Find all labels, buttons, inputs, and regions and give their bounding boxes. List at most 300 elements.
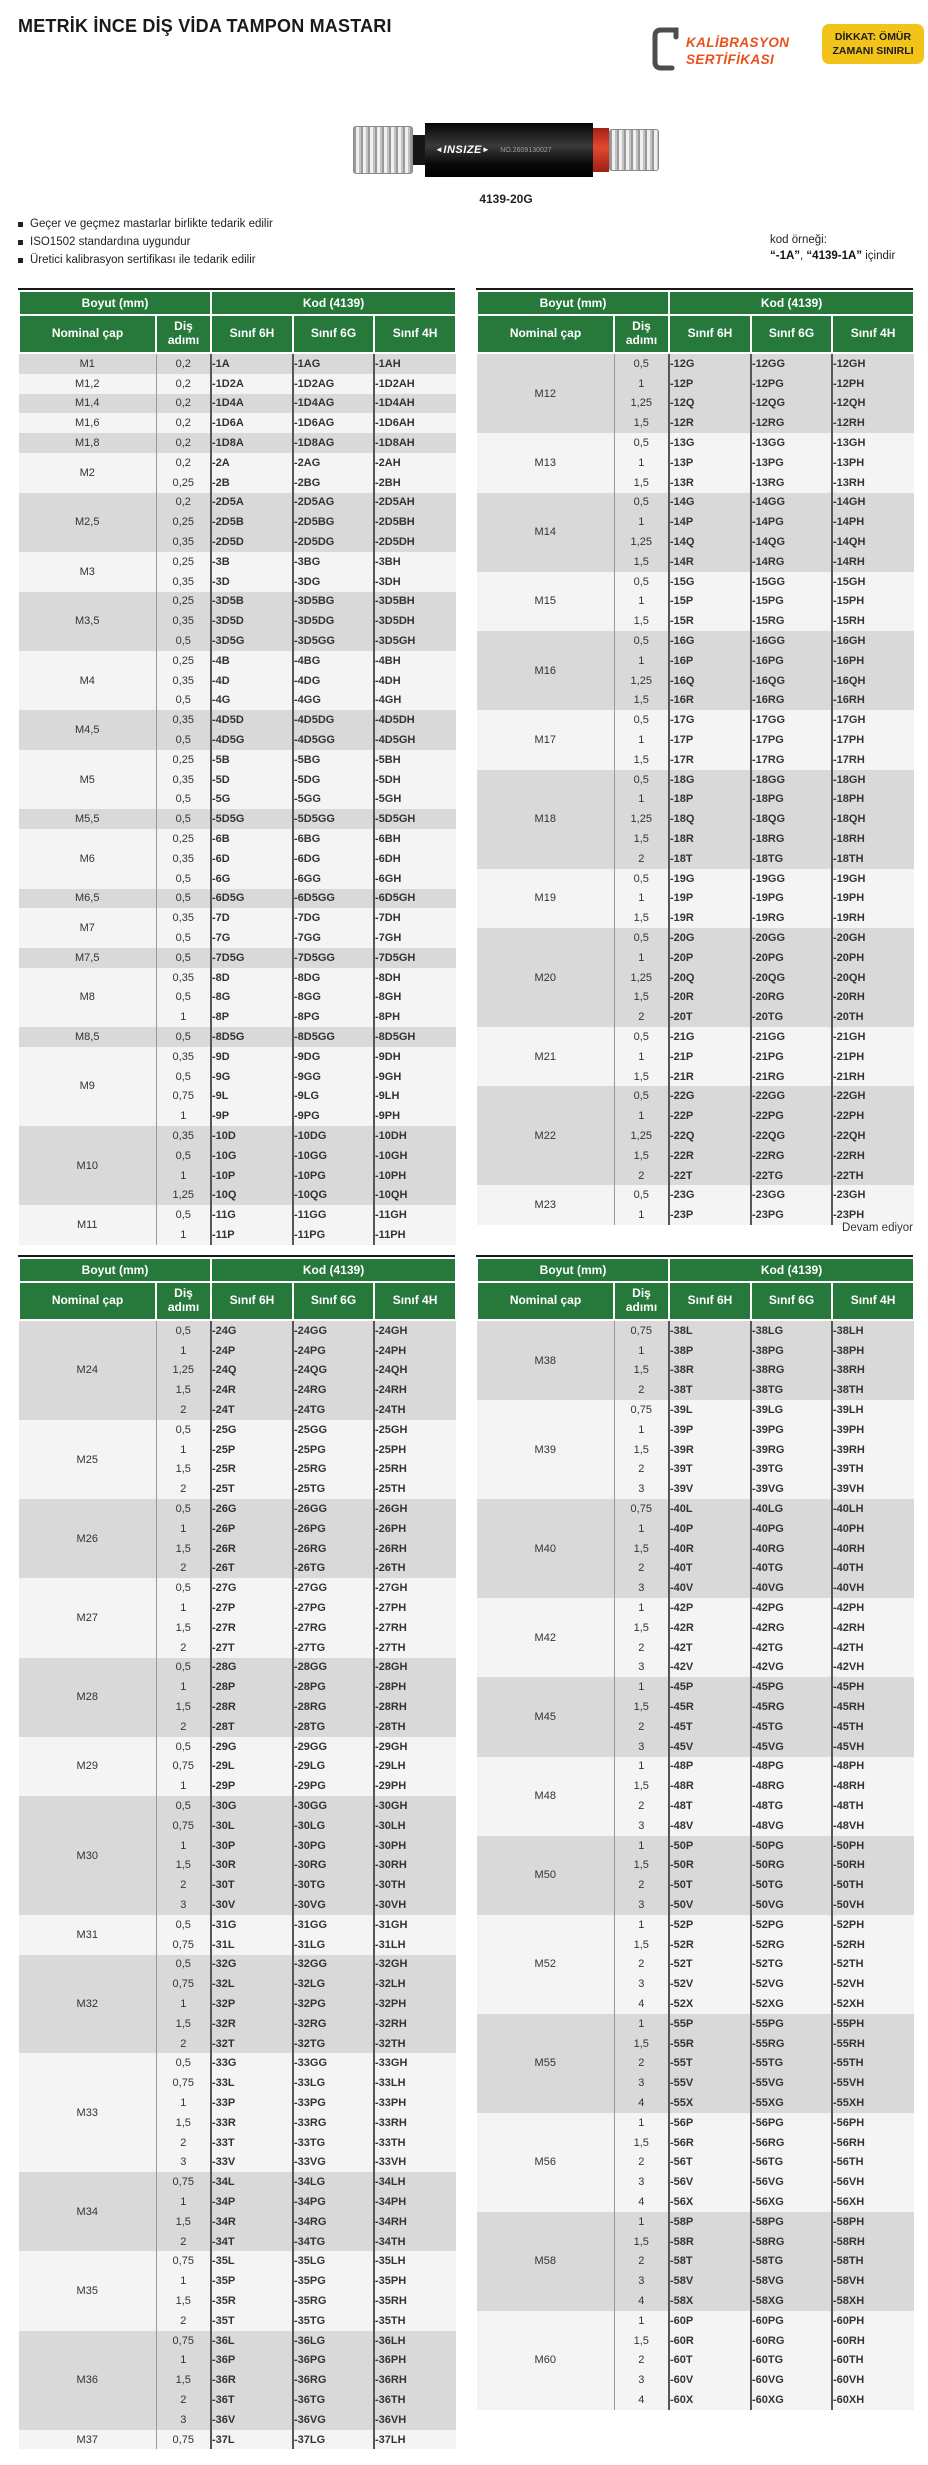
code-6h-cell: -9G bbox=[211, 1067, 293, 1087]
pitch-cell: 0,25 bbox=[156, 592, 211, 612]
code-6g-cell: -36RG bbox=[293, 2370, 374, 2390]
pitch-cell: 1,25 bbox=[614, 1126, 669, 1146]
pitch-cell: 0,25 bbox=[156, 552, 211, 572]
code-6h-cell: -39T bbox=[669, 1460, 751, 1480]
code-6g-cell: -58XG bbox=[751, 2291, 832, 2311]
code-6g-cell: -28RG bbox=[293, 1697, 374, 1717]
square-bullet-icon bbox=[18, 222, 23, 227]
code-6h-cell: -1D6A bbox=[211, 413, 293, 433]
column-header-sinif-6h: Sınıf 6H bbox=[211, 1282, 293, 1320]
code-4h-cell: -55VH bbox=[832, 2073, 914, 2093]
code-6g-cell: -56TG bbox=[751, 2152, 832, 2172]
code-4h-cell: -22TH bbox=[832, 1166, 914, 1186]
code-4h-cell: -5D5GH bbox=[374, 809, 456, 829]
pitch-cell: 1 bbox=[614, 2113, 669, 2133]
code-6h-cell: -20G bbox=[669, 928, 751, 948]
code-6g-cell: -18TG bbox=[751, 849, 832, 869]
table-row bbox=[477, 710, 914, 730]
code-4h-cell: -33RH bbox=[374, 2113, 456, 2133]
code-6h-cell: -37L bbox=[211, 2430, 293, 2450]
code-6h-cell: -48P bbox=[669, 1757, 751, 1777]
code-6g-cell: -5GG bbox=[293, 790, 374, 810]
code-6h-cell: -12P bbox=[669, 374, 751, 394]
code-4h-cell: -58PH bbox=[832, 2212, 914, 2232]
code-6g-cell: -20GG bbox=[751, 928, 832, 948]
code-6g-cell: -40VG bbox=[751, 1578, 832, 1598]
code-6h-cell: -38T bbox=[669, 1380, 751, 1400]
pitch-cell: 1,5 bbox=[614, 473, 669, 493]
code-6h-cell: -3D bbox=[211, 572, 293, 592]
column-group-header-boyut: Boyut (mm) bbox=[19, 1258, 211, 1282]
pitch-cell: 1,5 bbox=[614, 1361, 669, 1381]
code-6h-cell: -32R bbox=[211, 2014, 293, 2034]
code-6h-cell: -26P bbox=[211, 1519, 293, 1539]
code-4h-cell: -36VH bbox=[374, 2410, 456, 2430]
pitch-cell: 1 bbox=[156, 1836, 211, 1856]
column-group-header-boyut: Boyut (mm) bbox=[19, 291, 211, 315]
pitch-cell: 1,5 bbox=[156, 1539, 211, 1559]
code-example-sep: , bbox=[800, 250, 807, 262]
pitch-cell: 1 bbox=[156, 1677, 211, 1697]
code-6h-cell: -52T bbox=[669, 1955, 751, 1975]
serial-number: NO.2609130027 bbox=[500, 146, 552, 154]
pitch-cell: 0,5 bbox=[156, 869, 211, 889]
nominal-size-cell: M7,5 bbox=[19, 948, 156, 968]
pitch-cell: 3 bbox=[614, 2271, 669, 2291]
code-6g-cell: -12PG bbox=[751, 374, 832, 394]
code-6g-cell: -29LG bbox=[293, 1757, 374, 1777]
code-6h-cell: -24P bbox=[211, 1341, 293, 1361]
code-6h-cell: -60X bbox=[669, 2390, 751, 2410]
code-6g-cell: -36PG bbox=[293, 2350, 374, 2370]
code-6g-cell: -30TG bbox=[293, 1875, 374, 1895]
code-6h-cell: -48V bbox=[669, 1816, 751, 1836]
code-6h-cell: -56V bbox=[669, 2172, 751, 2192]
pitch-cell: 0,35 bbox=[156, 849, 211, 869]
code-6g-cell: -9DG bbox=[293, 1047, 374, 1067]
limited-lifetime-warning-badge bbox=[822, 24, 924, 64]
code-6g-cell: -18QG bbox=[751, 809, 832, 829]
column-group-header-boyut: Boyut (mm) bbox=[477, 1258, 669, 1282]
code-4h-cell: -11GH bbox=[374, 1205, 456, 1225]
code-6g-cell: -12GG bbox=[751, 353, 832, 374]
code-6h-cell: -2D5A bbox=[211, 493, 293, 513]
code-6g-cell: -14PG bbox=[751, 512, 832, 532]
pitch-cell: 3 bbox=[156, 2152, 211, 2172]
pitch-cell: 1,5 bbox=[614, 1776, 669, 1796]
code-6g-cell: -2AG bbox=[293, 453, 374, 473]
code-6g-cell: -1AG bbox=[293, 353, 374, 374]
nominal-size-cell: M10 bbox=[19, 1126, 156, 1205]
code-4h-cell: -33TH bbox=[374, 2133, 456, 2153]
code-6h-cell: -5B bbox=[211, 750, 293, 770]
code-6h-cell: -50P bbox=[669, 1836, 751, 1856]
code-6h-cell: -13R bbox=[669, 473, 751, 493]
code-6h-cell: -32T bbox=[211, 2034, 293, 2054]
code-6g-cell: -10DG bbox=[293, 1126, 374, 1146]
code-6h-cell: -24R bbox=[211, 1380, 293, 1400]
pitch-cell: 1,5 bbox=[156, 2113, 211, 2133]
pitch-cell: 1,5 bbox=[156, 2212, 211, 2232]
table-row bbox=[19, 1027, 456, 1047]
pitch-cell: 1,25 bbox=[156, 1361, 211, 1381]
code-6g-cell: -19RG bbox=[751, 908, 832, 928]
code-4h-cell: -25RH bbox=[374, 1460, 456, 1480]
column-header-nominal-cap: Nominal çap bbox=[477, 1282, 614, 1320]
pitch-cell: 1 bbox=[614, 1106, 669, 1126]
code-6g-cell: -48TG bbox=[751, 1796, 832, 1816]
pitch-cell: 1,5 bbox=[614, 908, 669, 928]
code-4h-cell: -35LH bbox=[374, 2251, 456, 2271]
code-6g-cell: -21GG bbox=[751, 1027, 832, 1047]
pitch-cell: 0,75 bbox=[156, 2073, 211, 2093]
pitch-cell: 0,2 bbox=[156, 413, 211, 433]
code-6h-cell: -18Q bbox=[669, 809, 751, 829]
pitch-cell: 0,5 bbox=[614, 869, 669, 889]
code-4h-cell: -32TH bbox=[374, 2034, 456, 2054]
code-6h-cell: -27T bbox=[211, 1638, 293, 1658]
code-6h-cell: -52V bbox=[669, 1974, 751, 1994]
code-6g-cell: -40PG bbox=[751, 1519, 832, 1539]
pitch-cell: 0,5 bbox=[156, 948, 211, 968]
code-6h-cell: -21G bbox=[669, 1027, 751, 1047]
code-4h-cell: -30TH bbox=[374, 1875, 456, 1895]
pitch-cell: 1,5 bbox=[614, 1618, 669, 1638]
code-6h-cell: -15R bbox=[669, 611, 751, 631]
pitch-cell: 2 bbox=[156, 1638, 211, 1658]
pitch-cell: 1 bbox=[614, 374, 669, 394]
code-4h-cell: -22RH bbox=[832, 1146, 914, 1166]
pitch-cell: 0,5 bbox=[614, 928, 669, 948]
code-4h-cell: -25TH bbox=[374, 1479, 456, 1499]
pitch-cell: 1,5 bbox=[156, 2014, 211, 2034]
table-row bbox=[19, 453, 456, 473]
code-6h-cell: -55R bbox=[669, 2034, 751, 2054]
nominal-size-cell: M6 bbox=[19, 829, 156, 888]
code-6g-cell: -5D5GG bbox=[293, 809, 374, 829]
code-4h-cell: -35PH bbox=[374, 2271, 456, 2291]
pitch-cell: 1,5 bbox=[614, 1697, 669, 1717]
code-4h-cell: -12RH bbox=[832, 413, 914, 433]
code-6h-cell: -42P bbox=[669, 1598, 751, 1618]
table-row bbox=[19, 1578, 456, 1598]
code-6h-cell: -26R bbox=[211, 1539, 293, 1559]
nominal-size-cell: M38 bbox=[477, 1320, 614, 1400]
pitch-cell: 2 bbox=[614, 1007, 669, 1027]
pitch-cell: 0,25 bbox=[156, 512, 211, 532]
code-6h-cell: -20P bbox=[669, 948, 751, 968]
pitch-cell: 1,25 bbox=[614, 809, 669, 829]
column-header-dis-adimi: Diş adımı bbox=[156, 315, 211, 353]
code-6g-cell: -30VG bbox=[293, 1895, 374, 1915]
column-header-dis-adimi: Diş adımı bbox=[614, 315, 669, 353]
column-header-sinif-4h: Sınıf 4H bbox=[832, 315, 914, 353]
nominal-size-cell: M21 bbox=[477, 1027, 614, 1086]
code-6g-cell: -56PG bbox=[751, 2113, 832, 2133]
code-6g-cell: -20PG bbox=[751, 948, 832, 968]
code-6g-cell: -56XG bbox=[751, 2192, 832, 2212]
code-4h-cell: -21GH bbox=[832, 1027, 914, 1047]
product-photo-thread-plug-gauge bbox=[340, 112, 672, 188]
code-6h-cell: -60P bbox=[669, 2311, 751, 2331]
code-4h-cell: -10QH bbox=[374, 1185, 456, 1205]
table-row bbox=[477, 869, 914, 889]
code-4h-cell: -5BH bbox=[374, 750, 456, 770]
pitch-cell: 0,5 bbox=[156, 1658, 211, 1678]
code-6h-cell: -10G bbox=[211, 1146, 293, 1166]
code-4h-cell: -30RH bbox=[374, 1856, 456, 1876]
nominal-size-cell: M23 bbox=[477, 1185, 614, 1225]
pitch-cell: 0,5 bbox=[614, 770, 669, 790]
code-6g-cell: -55RG bbox=[751, 2034, 832, 2054]
column-header-sinif-6g: Sınıf 6G bbox=[751, 1282, 832, 1320]
code-6h-cell: -12G bbox=[669, 353, 751, 374]
code-6h-cell: -25G bbox=[211, 1420, 293, 1440]
code-4h-cell: -19RH bbox=[832, 908, 914, 928]
nominal-size-cell: M17 bbox=[477, 710, 614, 769]
code-6h-cell: -8P bbox=[211, 1007, 293, 1027]
code-6h-cell: -33G bbox=[211, 2053, 293, 2073]
column-header-sinif-6h: Sınıf 6H bbox=[211, 315, 293, 353]
code-6h-cell: -35P bbox=[211, 2271, 293, 2291]
code-6h-cell: -6D bbox=[211, 849, 293, 869]
code-6g-cell: -9GG bbox=[293, 1067, 374, 1087]
square-bullet-icon bbox=[18, 240, 23, 245]
code-4h-cell: -6GH bbox=[374, 869, 456, 889]
code-6h-cell: -8D bbox=[211, 968, 293, 988]
code-4h-cell: -55TH bbox=[832, 2053, 914, 2073]
code-6h-cell: -2B bbox=[211, 473, 293, 493]
code-6g-cell: -42PG bbox=[751, 1598, 832, 1618]
code-4h-cell: -3DH bbox=[374, 572, 456, 592]
code-4h-cell: -13RH bbox=[832, 473, 914, 493]
code-6g-cell: -36VG bbox=[293, 2410, 374, 2430]
nominal-size-cell: M35 bbox=[19, 2251, 156, 2330]
code-6g-cell: -60XG bbox=[751, 2390, 832, 2410]
code-6h-cell: -30V bbox=[211, 1895, 293, 1915]
code-6g-cell: -33LG bbox=[293, 2073, 374, 2093]
logo-right-arrow-icon: ► bbox=[481, 145, 491, 154]
pitch-cell: 1,5 bbox=[614, 552, 669, 572]
pitch-cell: 1,25 bbox=[614, 532, 669, 552]
code-example-label: kod örneği: bbox=[770, 234, 827, 246]
code-4h-cell: -17RH bbox=[832, 750, 914, 770]
spec-table-m1-m11 bbox=[18, 288, 455, 1245]
table-row bbox=[477, 1086, 914, 1106]
pitch-cell: 2 bbox=[614, 1875, 669, 1895]
pitch-cell: 1 bbox=[156, 2192, 211, 2212]
code-4h-cell: -34LH bbox=[374, 2172, 456, 2192]
code-4h-cell: -30PH bbox=[374, 1836, 456, 1856]
table-row bbox=[19, 2331, 456, 2351]
brand-text: INSIZE bbox=[443, 144, 482, 156]
code-6h-cell: -50V bbox=[669, 1895, 751, 1915]
pitch-cell: 2 bbox=[156, 1559, 211, 1579]
code-6g-cell: -8PG bbox=[293, 1007, 374, 1027]
nominal-size-cell: M1,4 bbox=[19, 394, 156, 414]
table-row bbox=[19, 889, 456, 909]
nominal-size-cell: M2,5 bbox=[19, 493, 156, 552]
table-row bbox=[19, 2430, 456, 2450]
page-title: METRİK İNCE DİŞ VİDA TAMPON MASTARI bbox=[18, 16, 392, 36]
code-6h-cell: -55P bbox=[669, 2014, 751, 2034]
code-6g-cell: -32PG bbox=[293, 1994, 374, 2014]
nominal-size-cell: M37 bbox=[19, 2430, 156, 2450]
code-6g-cell: -11GG bbox=[293, 1205, 374, 1225]
pitch-cell: 1 bbox=[156, 1225, 211, 1245]
pitch-cell: 0,25 bbox=[156, 829, 211, 849]
pitch-cell: 0,2 bbox=[156, 493, 211, 513]
code-6g-cell: -36LG bbox=[293, 2331, 374, 2351]
nominal-size-cell: M4,5 bbox=[19, 710, 156, 750]
code-4h-cell: -4D5DH bbox=[374, 710, 456, 730]
pitch-cell: 0,75 bbox=[614, 1400, 669, 1420]
code-4h-cell: -24TH bbox=[374, 1400, 456, 1420]
code-4h-cell: -15GH bbox=[832, 572, 914, 592]
table-row bbox=[19, 1205, 456, 1225]
code-4h-cell: -7D5GH bbox=[374, 948, 456, 968]
code-4h-cell: -42RH bbox=[832, 1618, 914, 1638]
code-6h-cell: -42V bbox=[669, 1658, 751, 1678]
code-6h-cell: -15P bbox=[669, 592, 751, 612]
code-6h-cell: -10Q bbox=[211, 1185, 293, 1205]
nominal-size-cell: M40 bbox=[477, 1499, 614, 1598]
code-6g-cell: -12RG bbox=[751, 413, 832, 433]
code-6h-cell: -38L bbox=[669, 1320, 751, 1341]
code-6h-cell: -5G bbox=[211, 790, 293, 810]
code-6g-cell: -8D5GG bbox=[293, 1027, 374, 1047]
code-6g-cell: -8GG bbox=[293, 988, 374, 1008]
code-6g-cell: -16RG bbox=[751, 691, 832, 711]
code-6g-cell: -58TG bbox=[751, 2251, 832, 2271]
nominal-size-cell: M50 bbox=[477, 1836, 614, 1915]
nominal-size-cell: M9 bbox=[19, 1047, 156, 1126]
nominal-size-cell: M20 bbox=[477, 928, 614, 1027]
code-4h-cell: -27PH bbox=[374, 1598, 456, 1618]
code-6g-cell: -2D5AG bbox=[293, 493, 374, 513]
pitch-cell: 2 bbox=[614, 1166, 669, 1186]
code-6g-cell: -24RG bbox=[293, 1380, 374, 1400]
code-6h-cell: -48R bbox=[669, 1776, 751, 1796]
code-4h-cell: -38PH bbox=[832, 1341, 914, 1361]
code-6h-cell: -9P bbox=[211, 1106, 293, 1126]
pitch-cell: 3 bbox=[156, 1895, 211, 1915]
table-row bbox=[477, 493, 914, 513]
code-6g-cell: -17RG bbox=[751, 750, 832, 770]
table-row bbox=[19, 750, 456, 770]
code-6h-cell: -58X bbox=[669, 2291, 751, 2311]
pitch-cell: 1,5 bbox=[614, 1856, 669, 1876]
code-6g-cell: -22TG bbox=[751, 1166, 832, 1186]
table-row bbox=[477, 2113, 914, 2133]
continues-note: Devam ediyor bbox=[842, 1222, 913, 1234]
gauge-nogo-thread-end bbox=[609, 129, 659, 171]
nominal-size-cell: M52 bbox=[477, 1915, 614, 2014]
pitch-cell: 1 bbox=[614, 948, 669, 968]
code-6g-cell: -60PG bbox=[751, 2311, 832, 2331]
nominal-size-cell: M33 bbox=[19, 2053, 156, 2172]
code-6h-cell: -4D bbox=[211, 671, 293, 691]
code-6g-cell: -60RG bbox=[751, 2331, 832, 2351]
code-6g-cell: -27TG bbox=[293, 1638, 374, 1658]
code-4h-cell: -20PH bbox=[832, 948, 914, 968]
pitch-cell: 0,35 bbox=[156, 908, 211, 928]
code-6g-cell: -33VG bbox=[293, 2152, 374, 2172]
pitch-cell: 0,75 bbox=[156, 1086, 211, 1106]
code-6g-cell: -20RG bbox=[751, 988, 832, 1008]
pitch-cell: 1 bbox=[156, 2271, 211, 2291]
logo-left-arrow-icon: ◄ bbox=[435, 145, 444, 154]
code-6g-cell: -16GG bbox=[751, 631, 832, 651]
code-4h-cell: -21PH bbox=[832, 1047, 914, 1067]
pitch-cell: 0,75 bbox=[156, 2172, 211, 2192]
table-row bbox=[19, 710, 456, 730]
code-6h-cell: -55T bbox=[669, 2053, 751, 2073]
nominal-size-cell: M16 bbox=[477, 631, 614, 710]
pitch-cell: 1 bbox=[156, 1166, 211, 1186]
nominal-size-cell: M13 bbox=[477, 433, 614, 492]
pitch-cell: 0,5 bbox=[614, 1027, 669, 1047]
code-6h-cell: -24G bbox=[211, 1320, 293, 1341]
pitch-cell: 4 bbox=[614, 2093, 669, 2113]
code-4h-cell: -5DH bbox=[374, 770, 456, 790]
code-6g-cell: -22RG bbox=[751, 1146, 832, 1166]
pitch-cell: 0,5 bbox=[156, 691, 211, 711]
table-row bbox=[477, 572, 914, 592]
code-6h-cell: -56P bbox=[669, 2113, 751, 2133]
code-6h-cell: -9L bbox=[211, 1086, 293, 1106]
code-6h-cell: -14R bbox=[669, 552, 751, 572]
code-6g-cell: -19GG bbox=[751, 869, 832, 889]
code-6g-cell: -18PG bbox=[751, 790, 832, 810]
pitch-cell: 2 bbox=[156, 1717, 211, 1737]
code-6h-cell: -30L bbox=[211, 1816, 293, 1836]
code-6h-cell: -6D5G bbox=[211, 889, 293, 909]
pitch-cell: 0,5 bbox=[156, 1027, 211, 1047]
code-4h-cell: -8GH bbox=[374, 988, 456, 1008]
code-4h-cell: -29GH bbox=[374, 1737, 456, 1757]
pitch-cell: 1 bbox=[614, 651, 669, 671]
code-6g-cell: -32TG bbox=[293, 2034, 374, 2054]
code-4h-cell: -48VH bbox=[832, 1816, 914, 1836]
code-4h-cell: -60RH bbox=[832, 2331, 914, 2351]
column-header-sinif-4h: Sınıf 4H bbox=[374, 315, 456, 353]
code-4h-cell: -52PH bbox=[832, 1915, 914, 1935]
code-6h-cell: -55V bbox=[669, 2073, 751, 2093]
pitch-cell: 0,5 bbox=[614, 710, 669, 730]
code-4h-cell: -12GH bbox=[832, 353, 914, 374]
code-4h-cell: -4GH bbox=[374, 691, 456, 711]
pitch-cell: 0,75 bbox=[156, 1935, 211, 1955]
pitch-cell: 1,5 bbox=[614, 2034, 669, 2054]
pitch-cell: 0,25 bbox=[156, 651, 211, 671]
code-6h-cell: -29P bbox=[211, 1776, 293, 1796]
code-6h-cell: -19P bbox=[669, 889, 751, 909]
pitch-cell: 1,5 bbox=[614, 750, 669, 770]
code-4h-cell: -55RH bbox=[832, 2034, 914, 2054]
code-4h-cell: -18RH bbox=[832, 829, 914, 849]
code-4h-cell: -20QH bbox=[832, 968, 914, 988]
pitch-cell: 0,5 bbox=[156, 790, 211, 810]
nominal-size-cell: M1 bbox=[19, 353, 156, 374]
pitch-cell: 1 bbox=[156, 2350, 211, 2370]
nominal-size-cell: M5,5 bbox=[19, 809, 156, 829]
table-row bbox=[19, 968, 456, 988]
bullet-text: Geçer ve geçmez mastarlar birlikte tedarik edilir bbox=[30, 218, 273, 230]
nominal-size-cell: M32 bbox=[19, 1955, 156, 2054]
code-6g-cell: -50PG bbox=[751, 1836, 832, 1856]
pitch-cell: 1,5 bbox=[614, 829, 669, 849]
